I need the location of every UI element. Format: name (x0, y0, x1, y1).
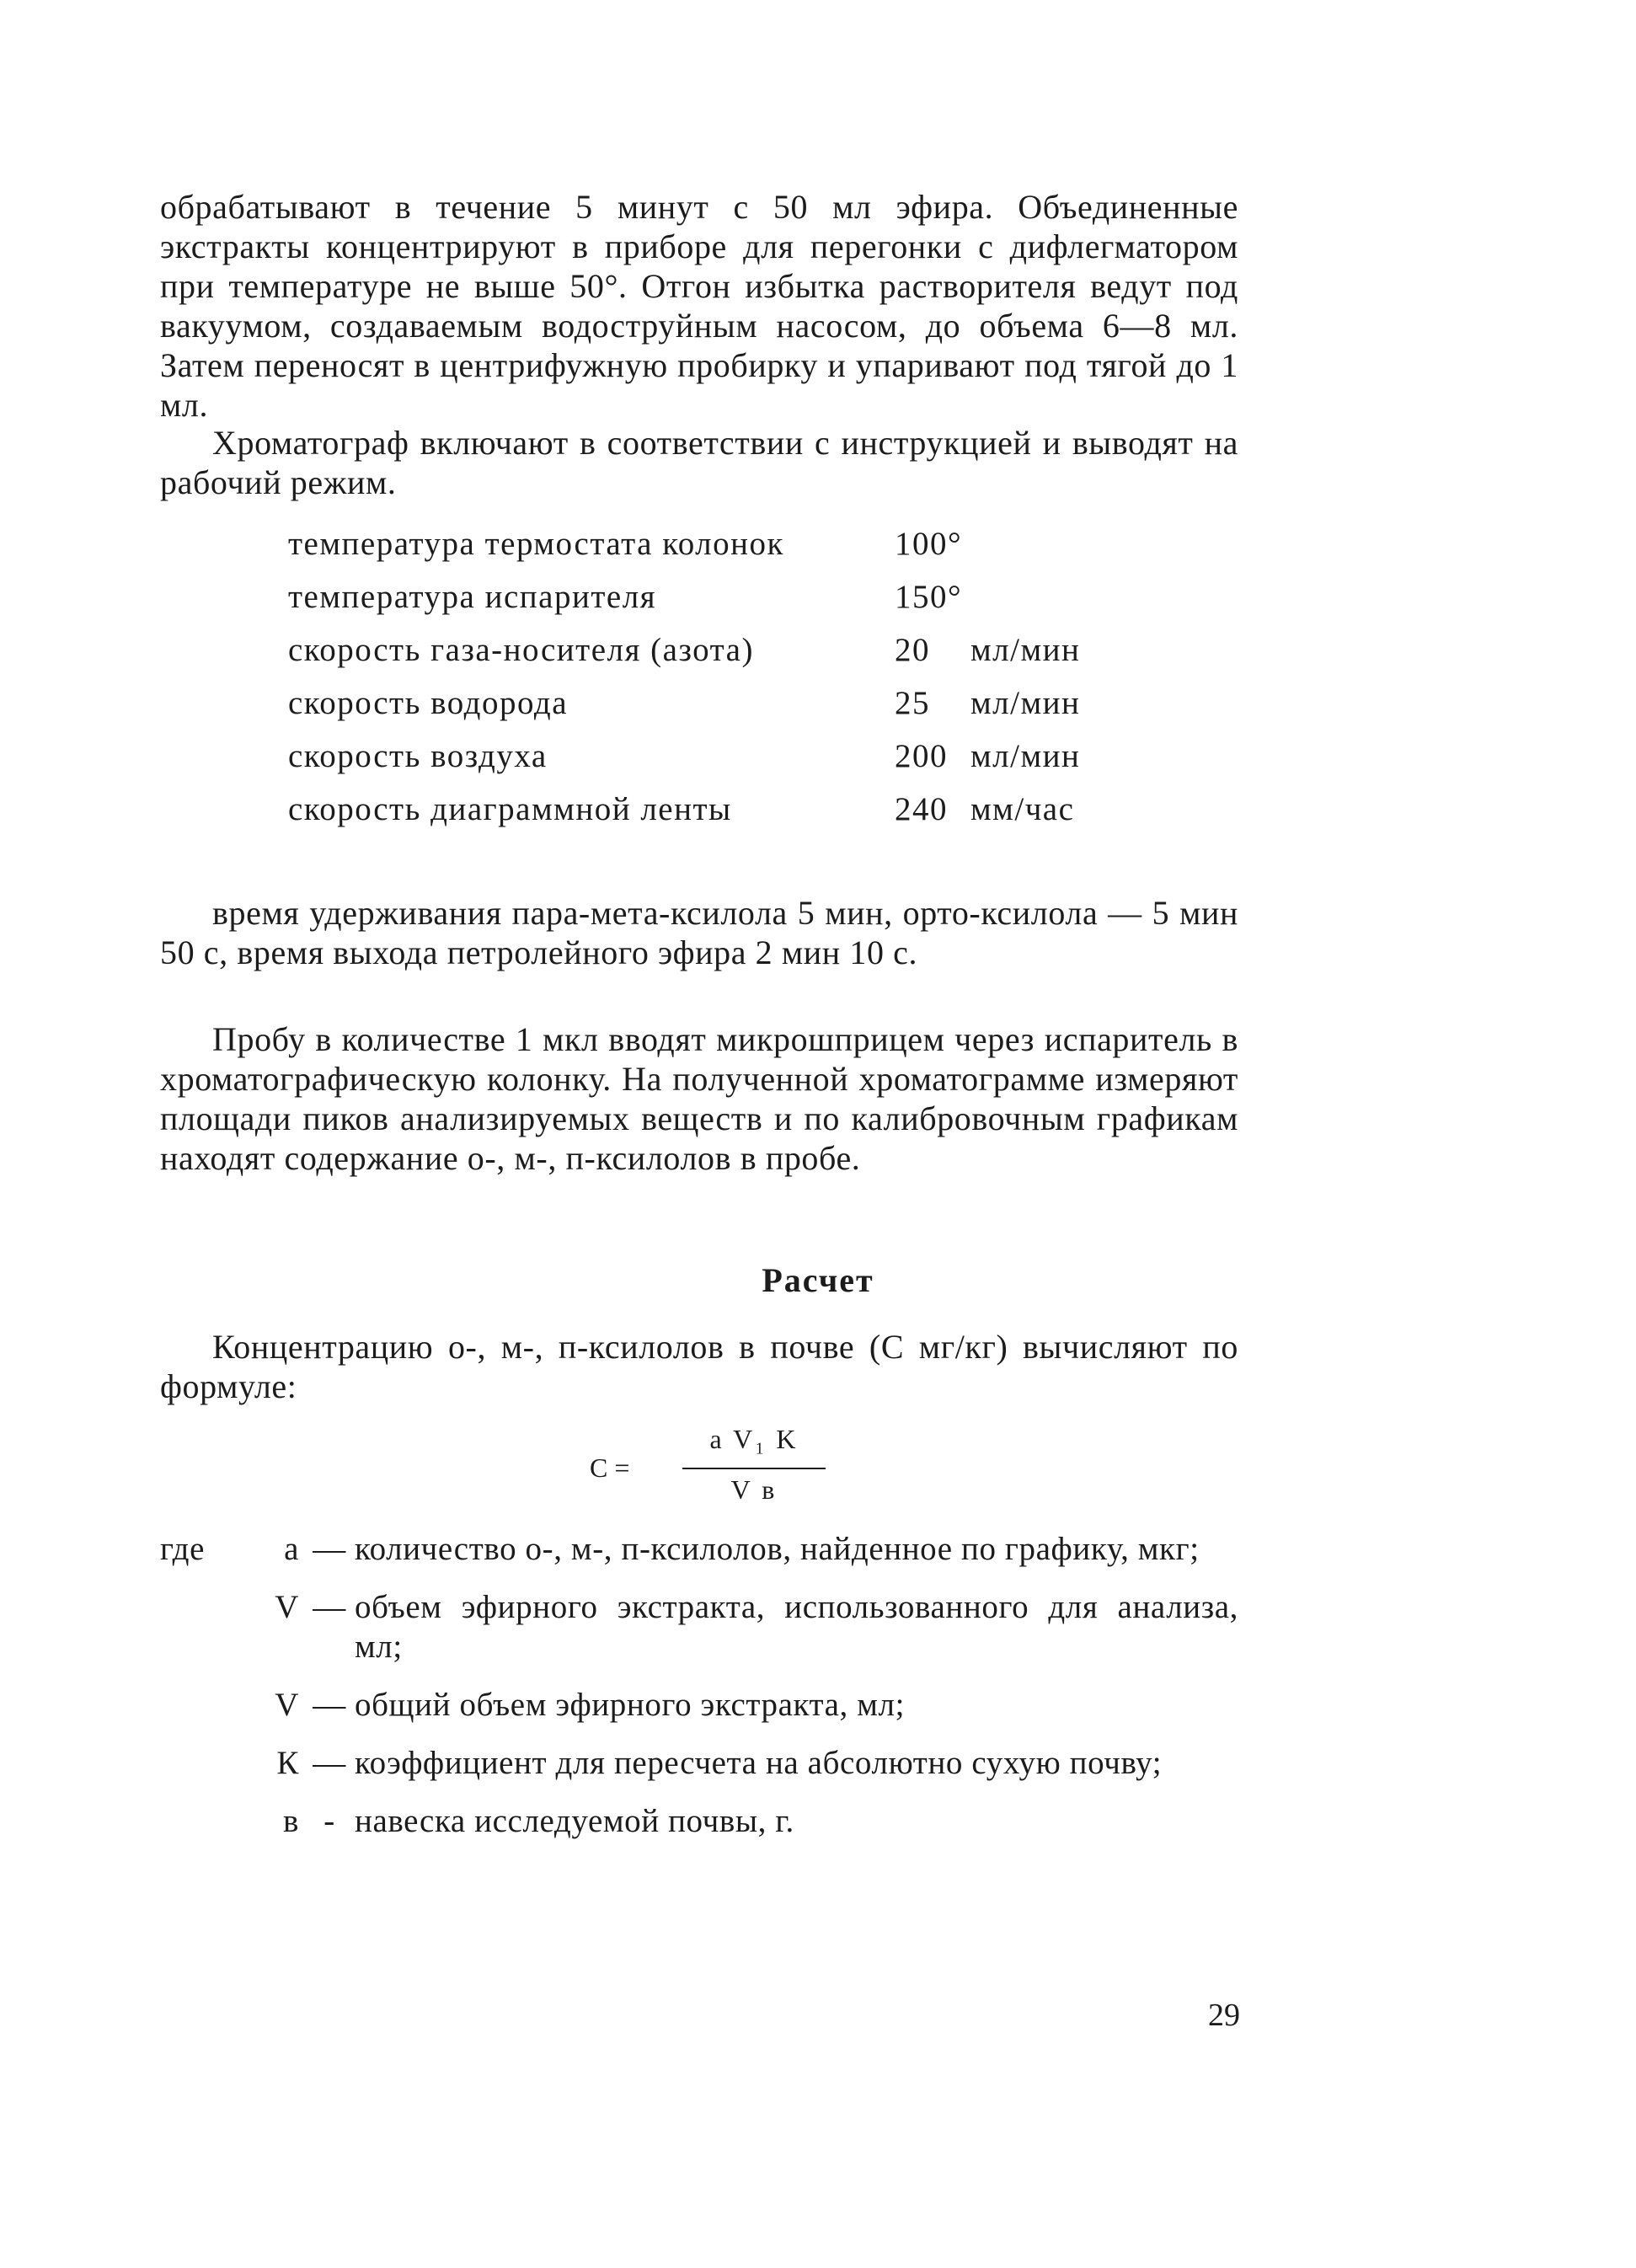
parameter-row (288, 570, 1147, 623)
parameter-value: 150° (895, 579, 963, 615)
formula-lhs: С = (590, 1452, 630, 1483)
parameter-row (288, 677, 1147, 730)
definition-text: навеска исследуемой почвы, г. (355, 1803, 794, 1839)
definition-symbol: а (284, 1531, 299, 1567)
definition-symbol: в (282, 1803, 299, 1839)
parameter-value: 20 (895, 632, 930, 668)
formula-denominator: V в (730, 1474, 778, 1505)
parameter-unit: мл/мин (970, 632, 1081, 668)
definition-dash: - (323, 1803, 335, 1839)
definition-item (160, 1587, 1238, 1666)
parameter-unit: мл/мин (970, 738, 1081, 774)
definition-lead (160, 1685, 232, 1725)
parameter-name: температура термостата колонок (288, 526, 784, 562)
definition-item (160, 1743, 1238, 1783)
paragraph-extraction: обрабатывают в течение 5 минут с 50 мл эфира. Объединенные экстракты концентрируют в приборе для перегонки с дифлегматором при температуре не выше 50°. Отгон избытка растворителя ведут под вакуумом, создаваемым водоструйным насосом, до объема 6—8 мл. Затем переносят в центрифужную пробирку и упаривают под тягой до 1 мл. (160, 188, 1238, 424)
parameter-unit: мм/час (970, 791, 1075, 827)
definition-text: общий объем эфирного экстракта, мл; (355, 1687, 906, 1723)
paragraph-retention-time: время удерживания пара-мета-ксилола 5 мин, орто-ксилола — 5 мин 50 с, время выхода петролейного эфира 2 мин 10 с. (160, 894, 1238, 971)
parameter-name: скорость воздуха (288, 738, 548, 774)
parameter-unit: мл/мин (970, 685, 1081, 721)
operating-parameters-table (288, 517, 1147, 836)
definition-symbol: К (276, 1745, 299, 1781)
definition-symbol: V (275, 1589, 299, 1625)
definition-dash: — (313, 1589, 346, 1625)
page-number: 29 (1208, 1998, 1240, 2033)
definition-text: объем эфирного экстракта, использованного для анализа, мл; (355, 1589, 1238, 1665)
definition-item (160, 1801, 1238, 1841)
parameter-value: 25 (895, 685, 930, 721)
definition-text: коэффициент для пересчета на абсолютно сухую почву; (355, 1745, 1163, 1781)
parameter-name: температура испарителя (288, 579, 657, 615)
definition-item (160, 1685, 1238, 1725)
formula-numerator: a V₁ K (709, 1424, 799, 1454)
parameter-name: скорость диаграммной ленты (288, 791, 732, 827)
definition-item (160, 1529, 1238, 1569)
parameter-row (288, 623, 1147, 677)
parameter-value: 100° (895, 526, 963, 562)
definition-dash: — (313, 1687, 346, 1723)
paragraph-calculation-intro: Концентрацию о-, м-, п-ксилолов в почве (С мг/кг) вычисляют по формуле: (160, 1328, 1238, 1405)
paragraph-sample-injection: Пробу в количестве 1 мкл вводят микрошприцем через испаритель в хроматографическую колонку. На полученной хроматограмме измеряют площади пиков анализируемых веществ и по калибровочным графикам находят содержание о-, м-, п-ксилолов в пробе. (160, 1020, 1238, 1177)
parameter-row (288, 517, 1147, 570)
parameter-value: 240 (895, 791, 948, 827)
definition-dash: — (313, 1531, 346, 1567)
definition-symbol: V (275, 1687, 299, 1723)
parameter-value: 200 (895, 738, 948, 774)
definition-lead: где (160, 1531, 206, 1567)
section-title: Расчет (762, 1261, 874, 1299)
concentration-formula (590, 1424, 826, 1516)
definition-lead (160, 1587, 232, 1666)
variable-definitions (160, 1529, 1238, 1859)
definition-text: количество о-, м-, п-ксилолов, найденное по графику, мкг; (355, 1531, 1200, 1567)
parameter-name: скорость газа-носителя (азота) (288, 632, 754, 668)
parameter-row (288, 730, 1147, 783)
definition-lead (160, 1743, 232, 1783)
paragraph-chromatograph-setup: Хроматограф включают в соответствии с инструкцией и выводят на рабочий режим. (160, 424, 1238, 501)
definition-lead (160, 1801, 232, 1841)
fraction-bar (682, 1468, 826, 1469)
parameter-name: скорость водорода (288, 685, 569, 721)
parameter-row (288, 783, 1147, 836)
definition-dash: — (313, 1745, 346, 1781)
